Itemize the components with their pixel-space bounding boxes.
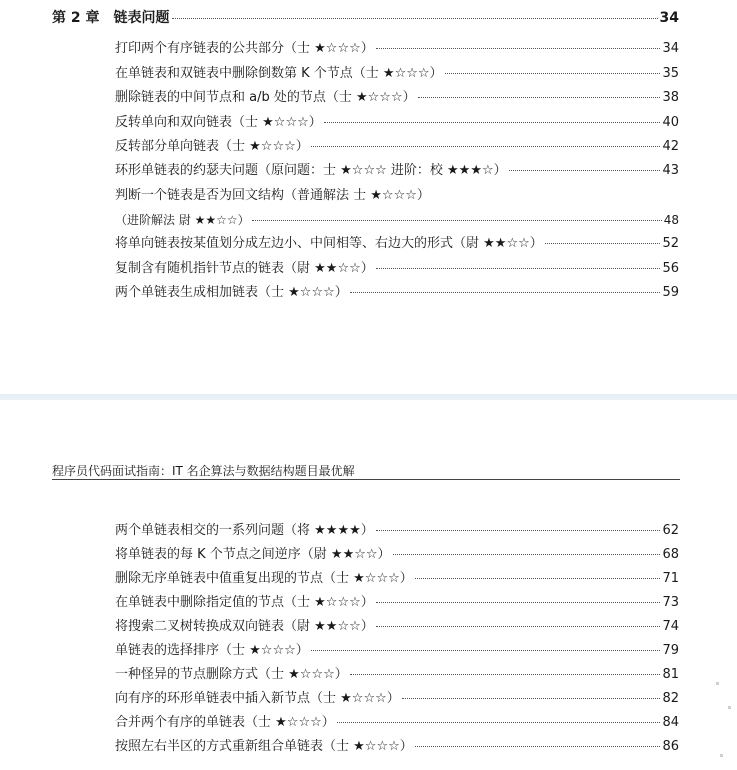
toc-entry [115, 570, 679, 588]
toc-entry [115, 522, 679, 540]
entry-page-number: 34 [662, 41, 679, 56]
entry-title: 判断一个链表是否为回文结构（普通解法 士 ★☆☆☆） [115, 188, 430, 203]
entry-page-number: 79 [662, 643, 679, 658]
header-rule [52, 479, 680, 480]
toc-entry [115, 618, 679, 636]
toc-entry [115, 114, 679, 132]
entry-title: 向有序的环形单链表中插入新节点（士 ★☆☆☆） [115, 691, 400, 706]
entry-title: 一种怪异的节点删除方式（士 ★☆☆☆） [115, 667, 348, 682]
entry-title: 将单向链表按某值划分成左边小、中间相等、右边大的形式（尉 ★★☆☆） [115, 236, 543, 251]
toc-entry [115, 594, 679, 612]
dot-leader [376, 602, 661, 603]
dot-leader [376, 626, 661, 627]
dot-leader [350, 674, 661, 675]
entry-page-number: 48 [663, 213, 679, 227]
entry-title: 两个单链表生成相加链表（士 ★☆☆☆） [115, 285, 348, 300]
running-header: 程序员代码面试指南：IT 名企算法与数据结构题目最优解 [52, 464, 355, 478]
dot-leader [324, 122, 661, 123]
entry-page-number: 86 [662, 739, 679, 754]
chapter-page-number: 34 [659, 10, 679, 26]
toc-entry [115, 65, 679, 83]
dot-leader [393, 554, 661, 555]
entry-page-number: 68 [662, 547, 679, 562]
dot-leader [172, 18, 658, 19]
entry-title: 将搜索二叉树转换成双向链表（尉 ★★☆☆） [115, 619, 374, 634]
toc-entry [115, 187, 679, 205]
toc-entry [115, 666, 679, 684]
entry-page-number: 59 [662, 285, 679, 300]
dot-leader [376, 530, 661, 531]
entry-page-number: 73 [662, 595, 679, 610]
toc-entry [115, 235, 679, 253]
dot-leader [311, 146, 661, 147]
toc-entry [115, 138, 679, 156]
toc-entry [115, 546, 679, 564]
entry-title: 反转单向和双向链表（士 ★☆☆☆） [115, 115, 322, 130]
dot-leader [376, 268, 661, 269]
dot-leader [509, 170, 661, 171]
dot-leader [337, 722, 661, 723]
scan-speck [716, 682, 719, 685]
dot-leader [445, 73, 661, 74]
entry-title: 复制含有随机指针节点的链表（尉 ★★☆☆） [115, 261, 374, 276]
dot-leader [415, 578, 661, 579]
dot-leader [376, 48, 661, 49]
entry-title: 将单链表的每 K 个节点之间逆序（尉 ★★☆☆） [115, 547, 391, 562]
entry-page-number: 71 [662, 571, 679, 586]
toc-page-2 [0, 400, 737, 770]
dot-leader [418, 97, 661, 98]
entry-title: 两个单链表相交的一系列问题（将 ★★★★） [115, 523, 374, 538]
entry-page-number: 43 [662, 163, 679, 178]
entry-page-number: 42 [662, 139, 679, 154]
dot-leader [545, 243, 661, 244]
entry-page-number: 62 [662, 523, 679, 538]
scan-speck [728, 706, 731, 709]
dot-leader [402, 698, 661, 699]
chapter-title: 链表问题 [113, 10, 170, 26]
entry-page-number: 74 [662, 619, 679, 634]
toc-entry [115, 162, 679, 180]
entry-page-number: 52 [662, 236, 679, 251]
entry-title: 合并两个有序的单链表（士 ★☆☆☆） [115, 715, 335, 730]
toc-entry-continuation [115, 211, 679, 229]
entry-page-number: 56 [662, 261, 679, 276]
dot-leader [415, 746, 661, 747]
toc-entry [115, 89, 679, 107]
scan-speck [720, 754, 723, 757]
chapter-heading [52, 9, 679, 27]
dot-leader [350, 292, 661, 293]
chapter-number: 第 2 章 [52, 10, 100, 26]
entry-title: 单链表的选择排序（士 ★☆☆☆） [115, 643, 309, 658]
entry-page-number: 84 [662, 715, 679, 730]
toc-entry [115, 642, 679, 660]
toc-entry [115, 738, 679, 756]
entry-page-number: 40 [662, 115, 679, 130]
toc-entry [115, 714, 679, 732]
entry-page-number: 35 [662, 66, 679, 81]
entry-title: 在单链表中删除指定值的节点（士 ★☆☆☆） [115, 595, 374, 610]
entry-title: 在单链表和双链表中删除倒数第 K 个节点（士 ★☆☆☆） [115, 66, 443, 81]
dot-leader [311, 650, 661, 651]
dot-leader [252, 220, 662, 221]
toc-entry [115, 690, 679, 708]
entry-title: 环形单链表的约瑟夫问题（原问题：士 ★☆☆☆ 进阶：校 ★★★☆） [115, 163, 507, 178]
entry-title: 打印两个有序链表的公共部分（士 ★☆☆☆） [115, 41, 374, 56]
toc-entry [115, 284, 679, 302]
entry-title: （进阶解法 尉 ★★☆☆） [115, 213, 250, 227]
entry-page-number: 82 [662, 691, 679, 706]
entry-page-number: 38 [662, 90, 679, 105]
entry-title: 反转部分单向链表（士 ★☆☆☆） [115, 139, 309, 154]
entry-title: 删除无序单链表中值重复出现的节点（士 ★☆☆☆） [115, 571, 413, 586]
entry-page-number: 81 [662, 667, 679, 682]
entry-title: 按照左右半区的方式重新组合单链表（士 ★☆☆☆） [115, 739, 413, 754]
toc-entry [115, 40, 679, 58]
entry-title: 删除链表的中间节点和 a/b 处的节点（士 ★☆☆☆） [115, 90, 416, 105]
toc-entry [115, 260, 679, 278]
